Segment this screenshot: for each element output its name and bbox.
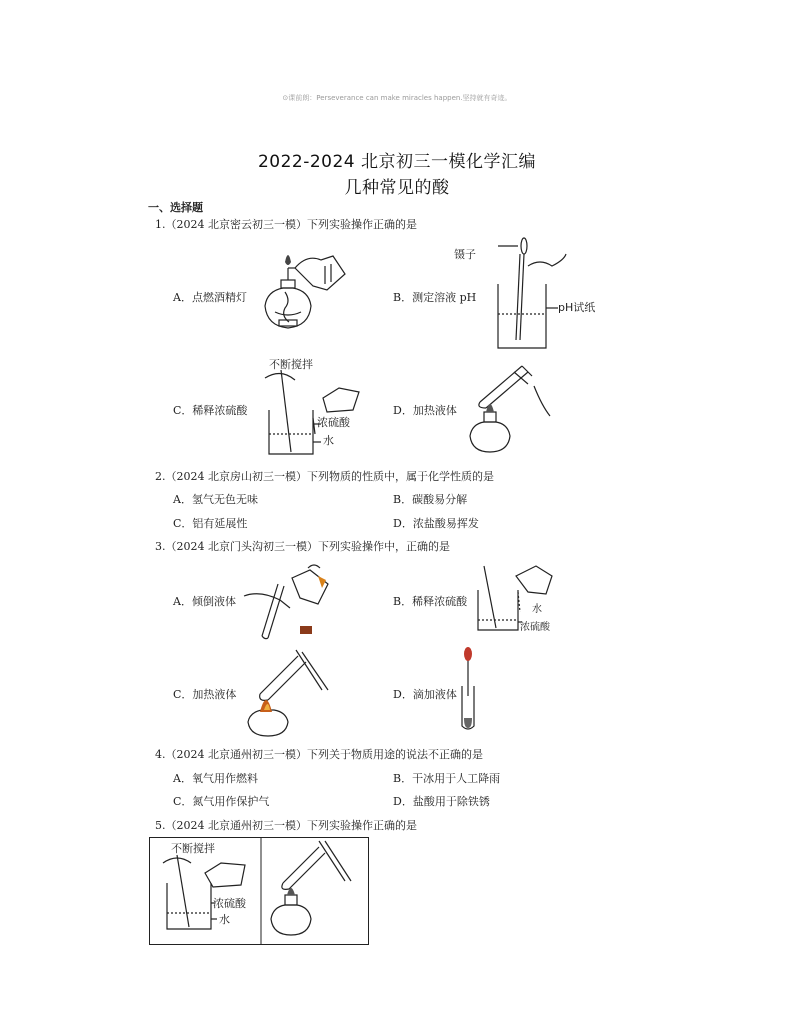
q3-option-a: A．倾倒液体 xyxy=(173,595,236,608)
q1b-ph-paper-label: pH试纸 xyxy=(558,301,596,314)
q3-option-d: D．滴加液体 xyxy=(393,688,457,701)
q1-option-c: C．稀释浓硫酸 xyxy=(173,404,248,417)
document-title: 2022-2024 北京初三一模化学汇编 xyxy=(257,152,537,172)
q4-option-d: D．盐酸用于除铁锈 xyxy=(393,795,490,808)
q4-option-a: A．氧气用作燃料 xyxy=(173,772,258,785)
q1-option-a: A．点燃酒精灯 xyxy=(173,291,247,304)
q3-option-b: B．稀释浓硫酸 xyxy=(393,595,468,608)
section-heading: 一、选择题 xyxy=(148,201,203,214)
q1c-water-label: 水 xyxy=(323,434,334,447)
q2-option-c: C．铝有延展性 xyxy=(173,517,248,530)
q5-stir-label: 不断搅拌 xyxy=(171,842,215,855)
q4-stem: 4.（2024 北京通州初三一模）下列关于物质用途的说法不正确的是 xyxy=(155,748,483,761)
q1b-ph-test-illustration xyxy=(454,236,598,354)
q5-figure-table xyxy=(149,837,369,945)
q1c-dilute-acid-illustration xyxy=(255,358,375,458)
q5-acid-label: 浓硫酸 xyxy=(213,897,246,910)
q5-water-label: 水 xyxy=(219,913,230,926)
q3d-dropper-illustration xyxy=(456,646,496,732)
q1c-acid-label: 浓硫酸 xyxy=(317,416,350,429)
q3a-pouring-illustration xyxy=(240,562,335,640)
q4-option-c: C．氮气用作保护气 xyxy=(173,795,270,808)
q3c-heating-illustration xyxy=(238,650,338,738)
q1b-tweezers-label: 镊子 xyxy=(454,248,476,261)
q3b-acid-label: 浓硫酸 xyxy=(520,622,550,633)
q2-option-b: B．碳酸易分解 xyxy=(393,493,468,506)
q1d-heating-illustration xyxy=(462,356,562,456)
q5-stem: 5.（2024 北京通州初三一模）下列实验操作正确的是 xyxy=(155,819,417,832)
q4-option-b: B．干冰用于人工降雨 xyxy=(393,772,501,785)
q1-stem: 1.（2024 北京密云初三一模）下列实验操作正确的是 xyxy=(155,218,417,231)
q3b-water-label: 水 xyxy=(532,604,542,615)
q3b-dilute-acid-illustration xyxy=(474,562,584,637)
q2-option-a: A．氢气无色无味 xyxy=(173,493,258,506)
document-subtitle: 几种常见的酸 xyxy=(344,178,450,198)
q1a-alcohol-lamp-illustration xyxy=(255,246,350,341)
q3-stem: 3.（2024 北京门头沟初三一模）下列实验操作中，正确的是 xyxy=(155,540,450,553)
q3-option-c: C．加热液体 xyxy=(173,688,237,701)
q1-option-b: B．测定溶液 pH xyxy=(393,291,477,304)
q1-option-d: D．加热液体 xyxy=(393,404,457,417)
q1c-stir-label: 不断搅拌 xyxy=(269,358,313,371)
q2-option-d: D．浓盐酸易挥发 xyxy=(393,517,479,530)
page-watermark: ⊙课前朗：Perseverance can make miracles happen.坚持就有奇迹。 xyxy=(282,94,512,102)
q2-stem: 2.（2024 北京房山初三一模）下列物质的性质中，属于化学性质的是 xyxy=(155,470,494,483)
